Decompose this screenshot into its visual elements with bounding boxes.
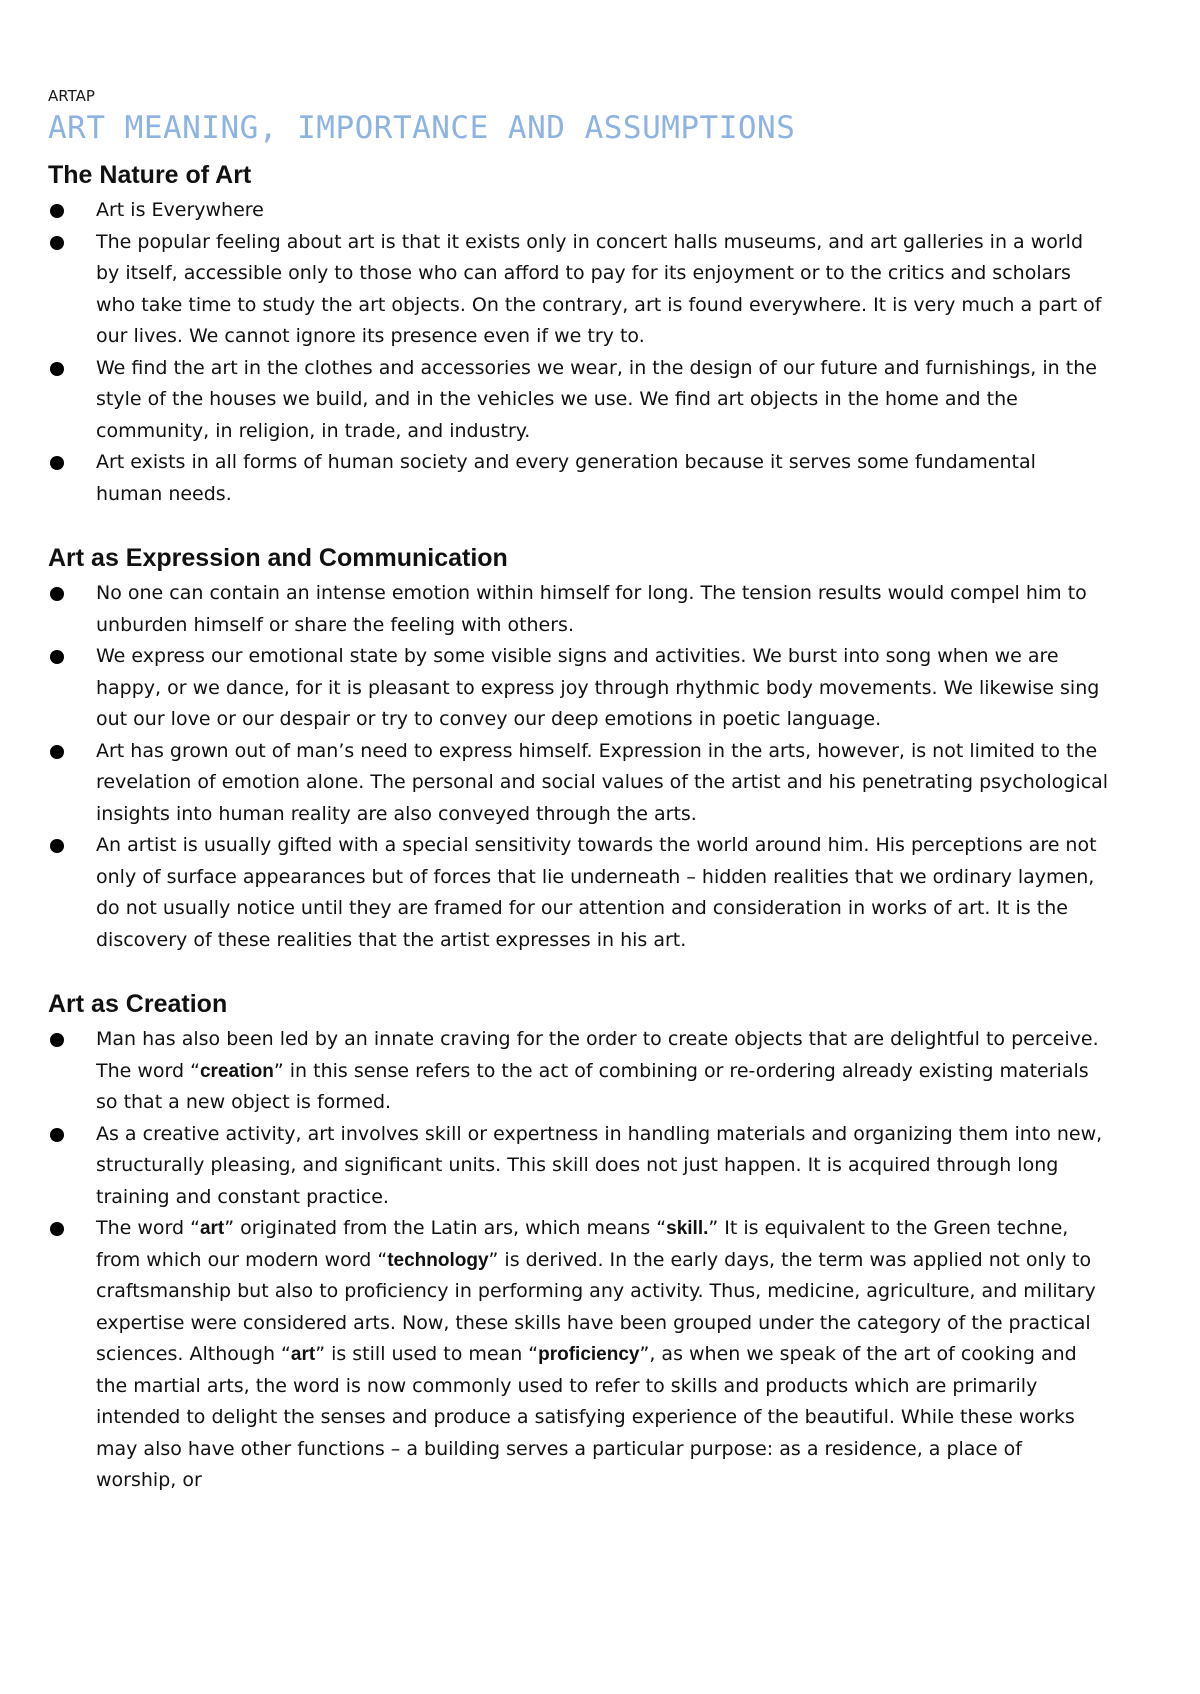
bullet-dot-icon xyxy=(50,204,64,218)
header-label: ARTAP xyxy=(48,87,95,105)
bullet-dot-icon xyxy=(50,362,64,376)
bullet-dot-icon xyxy=(50,745,64,759)
bold-term: technology xyxy=(387,1249,489,1271)
list-item xyxy=(48,447,1108,510)
list-item-text: Art has grown out of man’s need to express himself. Expression in the arts, however, is not limited to the revelation of emotion alone. The personal and social values of the artist and his penetrating psychological insights into human reality are also conveyed through the arts. xyxy=(96,739,1109,825)
section-art-as-expression-and-communication xyxy=(48,542,1128,956)
list-item-text: The word “art” originated from the Latin ars, which means “skill.” It is equivalent to the Green techne, from which our modern word “technology” is derived. In the early days, the term was applied not only to craftsmanship but also to proficiency in performing any activity. Thus, medicine, agriculture, and military expertise were considered arts. Now, these skills have been grouped under the category of the practical sciences. Although “art” is still used to mean “proficiency”, as when we speak of the art of cooking and the martial arts, the word is now commonly used to refer to skills and products which are primarily intended to delight the senses and produce a satisfying experience of the beautiful. While these works may also have other functions – a building serves a particular purpose: as a residence, a place of worship, or xyxy=(96,1217,1096,1491)
list-item xyxy=(48,830,1108,956)
list-item xyxy=(48,1024,1108,1119)
list-item xyxy=(48,641,1108,736)
section-heading: The Nature of Art xyxy=(48,161,252,189)
document-body xyxy=(48,86,1128,1529)
list-item-text: As a creative activity, art involves skill or expertness in handling materials and organizing them into new, structurally pleasing, and significant units. This skill does not just happen. It is acquired through long training and constant practice. xyxy=(96,1122,1103,1208)
bullet-dot-icon xyxy=(50,236,64,250)
section-heading: Art as Creation xyxy=(48,990,228,1018)
bold-term: art xyxy=(199,1218,225,1239)
bullet-dot-icon xyxy=(50,1222,64,1236)
list-item xyxy=(48,1213,1108,1497)
bullet-dot-icon xyxy=(50,587,64,601)
list-item-text: Man has also been led by an innate craving for the order to create objects that are delightful to perceive. The word “creation” in this sense refers to the act of combining or re-ordering already existing materials so that a new object is formed. xyxy=(96,1028,1099,1113)
list-item-text: We find the art in the clothes and accessories we wear, in the design of our future and furnishings, in the style of the houses we build, and in the vehicles we use. We find art objects in the home and the community, in religion, in trade, and industry. xyxy=(96,356,1097,442)
list-item-text: An artist is usually gifted with a special sensitivity towards the world around him. His perceptions are not only of surface appearances but of forces that lie underneath – hidden realities that we ordinary laymen, do not usually notice until they are framed for our attention and consideration in works of art. It is the discovery of these realities that the artist expresses in his art. xyxy=(96,834,1097,951)
bullet-dot-icon xyxy=(50,1128,64,1142)
bullet-dot-icon xyxy=(50,839,64,853)
section-art-as-creation xyxy=(48,988,1128,1497)
list-item xyxy=(48,353,1108,448)
list-item xyxy=(48,195,1108,227)
section-the-nature-of-art xyxy=(48,159,1128,510)
bullet-list xyxy=(48,1024,1128,1497)
bold-term: skill. xyxy=(666,1218,709,1239)
bold-term: creation xyxy=(199,1060,274,1082)
list-item xyxy=(48,736,1108,831)
list-item-text: Art is Everywhere xyxy=(96,199,264,221)
bullet-list xyxy=(48,195,1128,510)
list-item xyxy=(48,227,1108,353)
list-item xyxy=(48,1119,1108,1214)
list-item-text: No one can contain an intense emotion within himself for long. The tension results would compel him to unburden himself or share the feeling with others. xyxy=(96,582,1087,636)
bold-term: art xyxy=(290,1344,316,1365)
list-item-text: Art exists in all forms of human society and every generation because it serves some fundamental human needs. xyxy=(96,451,1036,505)
bullet-dot-icon xyxy=(50,1033,64,1047)
bold-term: proficiency xyxy=(538,1344,640,1365)
list-item-text: The popular feeling about art is that it exists only in concert halls museums, and art galleries in a world by itself, accessible only to those who can afford to pay for its enjoyment or to the critics and scholars who take time to study the art objects. On the contrary, art is found everywhere. It is very much a part of our lives. We cannot ignore its presence even if we try to. xyxy=(96,230,1102,347)
bullet-dot-icon xyxy=(50,650,64,664)
sections-container xyxy=(48,159,1128,1497)
document-title: ART MEANING, IMPORTANCE AND ASSUMPTIONS xyxy=(48,110,796,146)
bullet-dot-icon xyxy=(50,456,64,470)
bullet-list xyxy=(48,578,1128,956)
list-item xyxy=(48,578,1108,641)
list-item-text: We express our emotional state by some visible signs and activities. We burst into song when we are happy, or we dance, for it is pleasant to express joy through rhythmic body movements. We likewise sing out our love or our despair or try to convey our deep emotions in poetic language. xyxy=(96,645,1100,730)
section-heading: Art as Expression and Communication xyxy=(48,544,508,572)
